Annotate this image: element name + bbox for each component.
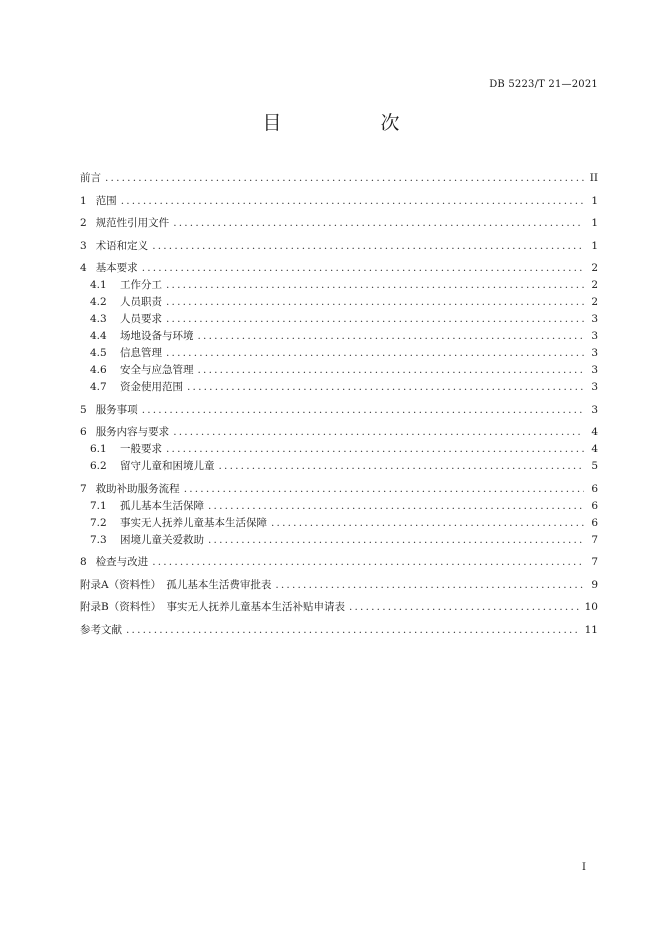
toc-entry-number: 4.6 (90, 364, 107, 376)
toc-dot-leader (142, 402, 584, 419)
toc-entry-number: 7 (80, 482, 87, 495)
toc-entry[interactable] (80, 362, 598, 379)
toc-entry-label: 服务事项 (95, 403, 138, 416)
toc-entry[interactable] (80, 515, 598, 532)
toc-entry-page: 2 (591, 262, 598, 274)
toc-entry-page: 3 (591, 330, 598, 342)
toc-dot-leader (173, 215, 584, 232)
toc-dot-leader (198, 328, 585, 345)
toc-entry-label: 规范性引用文件 (95, 217, 170, 229)
toc-dot-leader (105, 170, 584, 187)
toc-dot-leader (173, 424, 584, 441)
toc-entry-label: 范围 (95, 194, 117, 207)
toc-dot-leader (275, 577, 584, 594)
toc-dot-leader (152, 238, 584, 255)
toc-entry[interactable] (80, 260, 598, 277)
toc-entry[interactable] (80, 345, 598, 362)
toc-entry-number: 8 (80, 556, 87, 568)
toc-entry-label: 信息管理 (120, 347, 162, 359)
page-title: 目 次 (262, 112, 440, 134)
toc-entry[interactable] (80, 311, 598, 328)
toc-entry-page: 5 (591, 460, 598, 472)
toc-entry[interactable] (80, 277, 598, 294)
toc-entry[interactable] (80, 424, 598, 441)
toc-entry-label: 服务内容与要求 (95, 426, 170, 438)
toc-entry-page: 7 (591, 533, 598, 546)
toc-dot-leader (187, 379, 584, 396)
toc-entry-page: 2 (591, 279, 598, 291)
toc-entry[interactable] (80, 532, 598, 549)
toc-entry-page: 6 (591, 499, 598, 512)
toc-entry-page: 3 (591, 313, 598, 325)
toc-entry-page: 4 (591, 443, 598, 455)
toc-dot-leader (166, 277, 584, 294)
toc-dot-leader (166, 294, 584, 311)
toc-entry-number: 4.1 (90, 279, 107, 291)
toc-entry-page: 6 (591, 482, 598, 495)
toc-dot-leader (152, 554, 584, 571)
toc-dot-leader (166, 311, 584, 328)
toc-entry-number: 3 (80, 239, 87, 252)
toc-entry[interactable] (80, 294, 598, 311)
toc-entry-number: 6 (80, 426, 87, 438)
toc-entry[interactable] (80, 458, 598, 475)
toc-entry[interactable] (80, 481, 598, 498)
document-code: DB 5223/T 21—2021 (489, 79, 598, 90)
toc-dot-leader (271, 515, 584, 532)
toc-dot-leader (198, 362, 585, 379)
toc-entry-page: 4 (591, 426, 598, 438)
toc-entry-label: 一般要求 (120, 443, 162, 455)
table-of-contents (80, 170, 598, 639)
toc-entry[interactable] (80, 441, 598, 458)
toc-entry[interactable] (80, 554, 598, 571)
toc-entry-label: 前言 (80, 172, 101, 184)
toc-entry-number: 4.3 (90, 313, 107, 325)
toc-dot-leader (349, 599, 581, 616)
toc-entry-number: 7.3 (90, 533, 107, 546)
toc-entry-number: 4.7 (90, 381, 107, 393)
toc-entry-number: 4.4 (90, 330, 107, 342)
toc-entry-label: 场地设备与环境 (120, 330, 194, 342)
toc-entry-label: 检查与改进 (95, 556, 149, 568)
toc-entry[interactable] (80, 577, 598, 594)
toc-entry[interactable] (80, 498, 598, 515)
toc-entry-page: 1 (591, 239, 598, 252)
toc-entry-label: 孤儿基本生活保障 (120, 499, 204, 512)
toc-entry-label: 事实无人抚养儿童基本生活保障 (120, 516, 267, 529)
toc-dot-leader (142, 260, 584, 277)
toc-entry-label: 术语和定义 (95, 239, 149, 252)
toc-entry-number: 4 (80, 262, 87, 274)
toc-dot-leader (208, 532, 584, 549)
toc-entry[interactable] (80, 170, 598, 187)
toc-entry[interactable] (80, 215, 598, 232)
page-number: I (582, 862, 586, 873)
toc-entry[interactable] (80, 379, 598, 396)
toc-entry-number: 2 (80, 217, 87, 229)
toc-entry-label: 附录B（资料性） 事实无人抚养儿童基本生活补贴申请表 (80, 601, 345, 613)
toc-entry-page: 11 (584, 623, 598, 636)
toc-entry-number: 6.1 (90, 443, 107, 455)
toc-entry-label: 工作分工 (120, 279, 162, 291)
toc-entry-label: 留守儿童和困境儿童 (120, 460, 215, 472)
toc-entry[interactable] (80, 599, 598, 616)
toc-entry-number: 6.2 (90, 460, 107, 472)
toc-entry-page: 2 (591, 296, 598, 308)
toc-entry-page: 1 (591, 217, 598, 229)
toc-entry-number: 5 (80, 403, 87, 416)
toc-entry-page: 7 (591, 556, 598, 568)
toc-entry-page: 6 (591, 516, 598, 529)
toc-entry[interactable] (80, 328, 598, 345)
toc-entry-number: 1 (80, 194, 87, 207)
toc-entry-page: 9 (591, 578, 598, 591)
toc-entry-label: 困境儿童关爱救助 (120, 533, 204, 546)
toc-entry-page: 3 (591, 347, 598, 359)
toc-entry-label: 人员职责 (120, 296, 162, 308)
toc-entry[interactable] (80, 193, 598, 210)
toc-entry-number: 4.5 (90, 347, 107, 359)
toc-entry-page: II (589, 172, 598, 184)
toc-entry-page: 3 (591, 381, 598, 393)
toc-entry-label: 人员要求 (120, 313, 162, 325)
toc-entry-label: 资金使用范围 (120, 381, 183, 393)
toc-dot-leader (121, 193, 584, 210)
toc-entry-label: 基本要求 (95, 262, 138, 274)
toc-dot-leader (219, 458, 585, 475)
toc-entry[interactable] (80, 238, 598, 255)
toc-dot-leader (208, 498, 584, 515)
toc-entry-number: 7.2 (90, 516, 107, 529)
toc-entry[interactable] (80, 622, 598, 639)
toc-entry-page: 10 (584, 601, 598, 613)
toc-entry-page: 3 (591, 403, 598, 416)
toc-entry-label: 参考文献 (80, 623, 122, 636)
toc-entry-number: 7.1 (90, 499, 107, 512)
toc-dot-leader (166, 441, 584, 458)
toc-entry-page: 1 (591, 194, 598, 207)
toc-dot-leader (126, 622, 581, 639)
toc-entry-label: 救助补助服务流程 (95, 482, 180, 495)
toc-dot-leader (184, 481, 584, 498)
toc-entry-label: 安全与应急管理 (120, 364, 194, 376)
toc-entry-number: 4.2 (90, 296, 107, 308)
toc-dot-leader (166, 345, 584, 362)
toc-entry-label: 附录A（资料性） 孤儿基本生活费审批表 (80, 578, 272, 591)
toc-entry-page: 3 (591, 364, 598, 376)
toc-entry[interactable] (80, 402, 598, 419)
